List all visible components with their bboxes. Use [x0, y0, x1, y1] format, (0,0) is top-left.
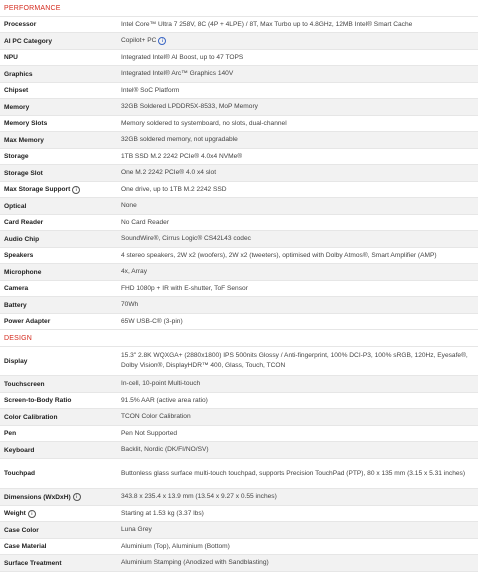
spec-value: 91.5% AAR (active area ratio) [121, 396, 208, 404]
spec-row-memory-slots [0, 116, 478, 132]
spec-row-power-adapter [0, 314, 478, 330]
spec-value: 1TB SSD M.2 2242 PCIe® 4.0x4 NVMe® [121, 152, 243, 160]
spec-label: Max Storage Support [4, 186, 71, 193]
spec-value: Buttonless glass surface multi-touch touchpad, supports Precision TouchPad (PTP), 80 x 135 mm (3.15 x 5.31 inches) [121, 469, 466, 477]
spec-row-surface-treatment [0, 555, 478, 572]
spec-row-storage [0, 149, 478, 165]
spec-row-touchscreen [0, 376, 478, 393]
spec-value: None [121, 202, 137, 210]
spec-value: Backlit, Nordic (DK/FI/NO/SV) [121, 446, 209, 454]
spec-label-wrap [0, 493, 121, 501]
spec-label: AI PC Category [4, 37, 52, 45]
spec-row-npu [0, 50, 478, 66]
spec-row-weight [0, 506, 478, 522]
spec-row-microphone [0, 264, 478, 281]
spec-value-wrap [121, 36, 478, 46]
spec-value: 4 stereo speakers, 2W x2 (woofers), 2W x2 (tweeters), optimised with Dolby Atmos®, Smart Amplifier (AMP) [121, 251, 437, 259]
spec-row-memory [0, 99, 478, 116]
spec-value: Memory soldered to systemboard, no slots, dual-channel [121, 119, 287, 127]
spec-label: Speakers [4, 252, 34, 259]
spec-row-keyboard [0, 442, 478, 459]
spec-label: Dimensions (WxDxH) [4, 493, 71, 501]
spec-row-camera [0, 281, 478, 297]
spec-label: Storage [4, 153, 29, 160]
spec-label: Pen [4, 430, 17, 437]
spec-value: Aluminium (Top), Aluminium (Bottom) [121, 542, 230, 550]
spec-value: TCON Color Calibration [121, 413, 191, 421]
spec-value: 343.8 x 235.4 x 13.9 mm (13.54 x 9.27 x 0.55 inches) [121, 493, 277, 501]
spec-label: Display [4, 357, 28, 365]
spec-value: One drive, up to 1TB M.2 2242 SSD [121, 185, 227, 193]
spec-value: 4x, Array [121, 268, 148, 276]
spec-row-chipset [0, 83, 478, 99]
spec-value: 65W USB-C® (3-pin) [121, 317, 183, 325]
spec-row-screen-to-body [0, 393, 478, 409]
spec-row-ai-pc-category [0, 33, 478, 50]
spec-row-max-storage-support [0, 182, 478, 198]
spec-value: Intel Core™ Ultra 7 258V, 8C (4P + 4LPE) / 8T, Max Turbo up to 4.8GHz, 12MB Intel® Smart Cache [121, 20, 413, 28]
spec-label: Memory [4, 103, 30, 111]
spec-row-dimensions [0, 489, 478, 506]
spec-label: Case Color [4, 526, 39, 534]
info-icon[interactable]: i [73, 493, 81, 501]
spec-row-graphics [0, 66, 478, 83]
spec-label: Optical [4, 202, 27, 210]
spec-label: Touchscreen [4, 380, 45, 388]
spec-value: 15.3" 2.8K WQXGA+ (2880x1800) IPS 500nits Glossy / Anti-fingerprint, 100% DCI-P3, 100% sRGB, 120Hz, Eyesafe®, Dolby Vision®, DisplayHDR™ 400, Glass, Touch, TCON [121, 352, 468, 369]
spec-row-touchpad [0, 459, 478, 489]
spec-row-storage-slot [0, 165, 478, 182]
spec-value: Copilot+ PC [121, 37, 157, 45]
spec-value: Starting at 1.53 kg (3.37 lbs) [121, 509, 204, 517]
spec-label-wrap [0, 510, 121, 518]
spec-label: Color Calibration [4, 413, 58, 421]
spec-value: Luna Grey [121, 526, 152, 534]
spec-label: Processor [4, 21, 37, 28]
spec-row-color-calibration [0, 409, 478, 426]
spec-row-case-color [0, 522, 478, 539]
spec-label: Touchpad [4, 470, 36, 477]
spec-label: NPU [4, 54, 18, 61]
spec-row-processor [0, 17, 478, 33]
spec-label: Chipset [4, 87, 29, 94]
spec-row-optical [0, 198, 478, 215]
spec-value: Integrated Intel® Arc™ Graphics 140V [121, 70, 234, 78]
spec-label: Camera [4, 285, 29, 292]
spec-row-case-material [0, 539, 478, 555]
spec-row-battery [0, 297, 478, 314]
spec-value: Aluminium Stamping (Anodized with Sandblasting) [121, 559, 269, 567]
spec-value: Intel® SoC Platform [121, 86, 180, 94]
spec-label: Microphone [4, 268, 42, 276]
spec-value: 32GB soldered memory, not upgradable [121, 136, 238, 144]
spec-row-audio-chip [0, 231, 478, 248]
spec-label: Case Material [4, 543, 47, 550]
spec-label: Screen-to-Body Ratio [4, 397, 72, 404]
info-icon[interactable]: i [28, 510, 36, 518]
spec-value: One M.2 2242 PCIe® 4.0 x4 slot [121, 169, 217, 177]
spec-label: Storage Slot [4, 169, 43, 177]
spec-row-max-memory [0, 132, 478, 149]
spec-value: Pen Not Supported [121, 429, 178, 437]
spec-label: Graphics [4, 70, 33, 78]
spec-label: Surface Treatment [4, 559, 62, 567]
spec-row-speakers [0, 248, 478, 264]
spec-row-display [0, 347, 478, 376]
spec-value: Integrated Intel® AI Boost, up to 47 TOPS [121, 53, 244, 61]
info-icon[interactable]: i [158, 37, 166, 45]
spec-label: Power Adapter [4, 318, 51, 325]
spec-label: Battery [4, 301, 27, 309]
spec-value: SoundWire®, Cirrus Logic® CS42L43 codec [121, 235, 251, 243]
spec-label: Card Reader [4, 219, 44, 226]
spec-label-wrap [0, 186, 121, 194]
section-heading-design: DESIGN [0, 330, 478, 347]
spec-label: Max Memory [4, 136, 44, 144]
spec-label: Audio Chip [4, 235, 40, 243]
spec-label: Keyboard [4, 446, 35, 454]
section-heading-performance: PERFORMANCE [0, 0, 478, 17]
info-icon[interactable]: i [72, 186, 80, 194]
spec-label: Weight [4, 510, 26, 517]
spec-value: FHD 1080p + IR with E-shutter, ToF Sensor [121, 284, 248, 292]
spec-value: No Card Reader [121, 218, 170, 226]
spec-value: 32GB Soldered LPDDR5X-8533, MoP Memory [121, 103, 258, 111]
spec-label: Memory Slots [4, 120, 48, 127]
spec-row-card-reader [0, 215, 478, 231]
spec-row-pen [0, 426, 478, 442]
spec-value: In-cell, 10-point Multi-touch [121, 380, 201, 388]
spec-value: 70Wh [121, 301, 139, 309]
